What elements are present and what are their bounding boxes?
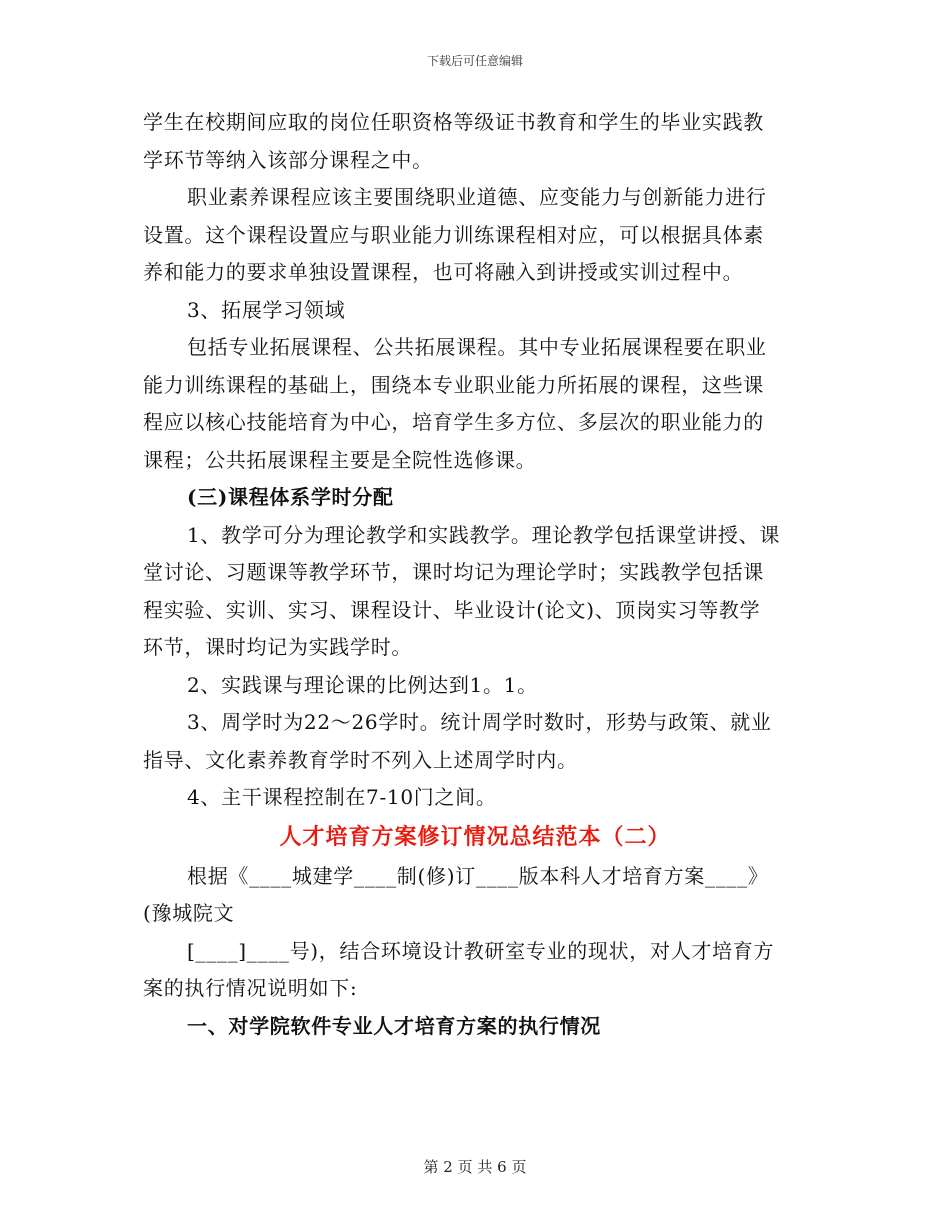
paragraph-line: 根据《____城建学____制(修)订____版本科人才培育方案____》	[187, 863, 769, 888]
paragraph-line: (豫城院文	[143, 901, 235, 925]
list-item: 2、实践课与理论课的比例达到1。1。	[187, 672, 538, 697]
page-header: 下载后可任意编辑	[426, 54, 523, 68]
paragraph-line: 程实验、实训、实习、课程设计、毕业设计(论文)、顶岗实习等教学	[143, 597, 761, 622]
section-heading-course-hours: (三)课程体系学时分配	[187, 485, 394, 509]
paragraph-line: 设置。这个课程设置应与职业能力训练课程相对应，可以根据具体素	[143, 222, 764, 247]
list-item: 1、教学可分为理论教学和实践教学。理论教学包括课堂讲授、课	[187, 522, 781, 547]
list-item: 4、主干课程控制在7-10门之间。	[187, 785, 497, 809]
paragraph-line: 养和能力的要求单独设置课程，也可将融入到讲授或实训过程中。	[143, 260, 744, 284]
paragraph-line: 职业素养课程应该主要围绕职业道德、应变能力与创新能力进行	[187, 185, 767, 209]
paragraph-line: 环节，课时均记为实践学时。	[143, 635, 413, 659]
list-item: 3、周学时为22～26学时。统计周学时数时，形势与政策、就业	[187, 710, 772, 734]
paragraph-line: 学环节等纳入该部分课程之中。	[143, 147, 433, 172]
document-body	[143, 104, 807, 1045]
paragraph-line: 指导、文化素养教育学时不列入上述周学时内。	[143, 747, 578, 772]
paragraph-line: 学生在校期间应取的岗位任职资格等级证书教育和学生的毕业实践教	[143, 110, 764, 134]
paragraph-line: 课程；公共拓展课程主要是全院性选修课。	[143, 447, 537, 472]
paragraph-line: 能力训练课程的基础上，围绕本专业职业能力所拓展的课程，这些课	[143, 372, 764, 397]
paragraph-line: [____]____号)，结合环境设计教研室专业的现状，对人才培育方	[187, 938, 775, 963]
document-section-title: 人才培育方案修订情况总结范本（二）	[279, 823, 671, 850]
page-number: 第 2 页 共 6 页	[423, 1158, 527, 1176]
subheading-expansion-area: 3、拓展学习领域	[187, 297, 346, 322]
paragraph-line: 程应以核心技能培育为中心，培育学生多方位、多层次的职业能力的	[143, 410, 764, 434]
paragraph-line: 案的执行情况说明如下:	[143, 976, 358, 1000]
paragraph-line: 包括专业拓展课程、公共拓展课程。其中专业拓展课程要在职业	[187, 335, 767, 359]
paragraph-line: 堂讨论、习题课等教学环节，课时均记为理论学时；实践教学包括课	[143, 560, 764, 584]
section-heading-execution: 一、对学院软件专业人才培育方案的执行情况	[187, 1013, 601, 1038]
